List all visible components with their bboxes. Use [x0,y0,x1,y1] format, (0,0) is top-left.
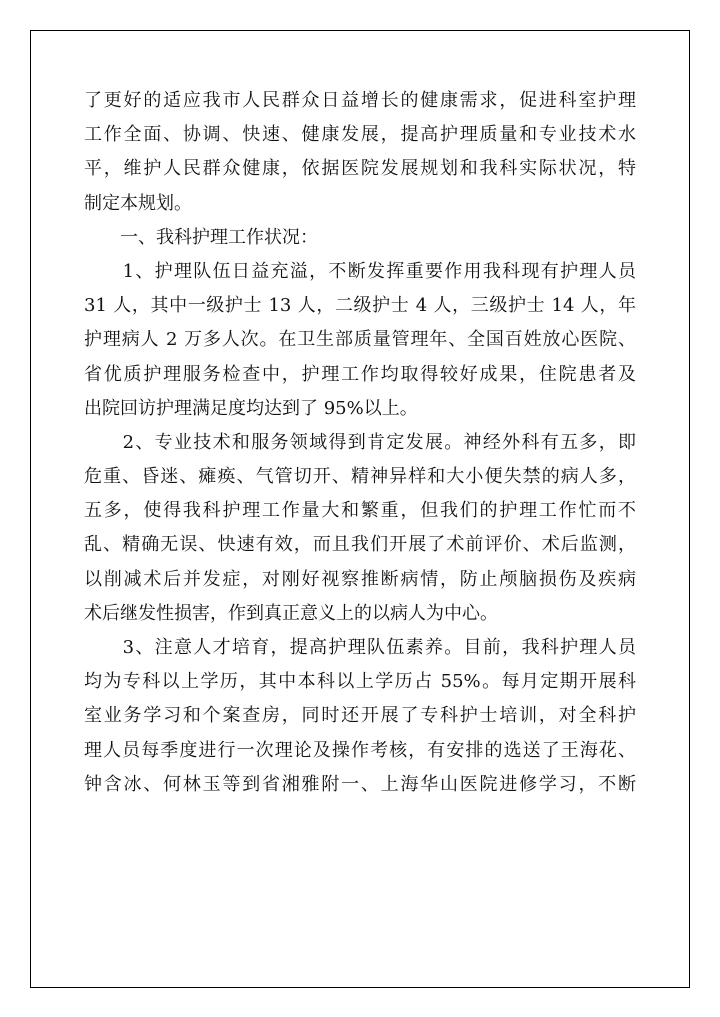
text-line: 2、专业技术和服务领域得到肯定发展。神经外科有五多，即 [84,431,636,453]
heading-line: 一、我科护理工作状况： [84,226,318,248]
text-line: 术后继发性损害，作到真正意义上的以病人为中心。 [84,602,498,624]
text-line: 乱、精确无误、快速有效，而且我们开展了术前评价、术后监测， [84,534,636,556]
text-line: 平，维护人民群众健康，依据医院发展规划和我科实际状况，特 [84,158,636,180]
text-line: 出院回访护理满足度均达到了 95%以上。 [84,397,418,419]
text-line: 以削减术后并发症，对刚好视察推断病情，防止颅脑损伤及疾病 [84,568,636,590]
text-line: 制定本规划。 [84,192,192,214]
text-line: 五多，使得我科护理工作量大和繁重，但我们的护理工作忙而不 [84,500,636,522]
text-line: 31 人，其中一级护士 13 人，二级护士 4 人，三级护士 14 人，年 [84,295,636,317]
text-line: 了更好的适应我市人民群众日益增长的健康需求，促进科室护理 [84,90,636,111]
paragraph-intro [84,84,636,221]
text-line: 室业务学习和个案查房，同时还开展了专科护士培训，对全科护 [84,705,636,727]
text-line: 钟含冰、何林玉等到省湘雅附一、上海华山医院进修学习，不断 [84,773,636,795]
text-line: 危重、昏迷、瘫痪、气管切开、精神异样和大小便失禁的病人多， [84,466,636,488]
paragraph-item-1 [84,255,636,426]
section-heading [84,221,636,255]
text-line: 1、护理队伍日益充溢，不断发挥重要作用我科现有护理人员 [84,260,636,282]
paragraph-item-3 [84,631,636,802]
text-line: 3、注意人才培育，提高护理队伍素养。目前，我科护理人员 [84,637,636,658]
text-line: 均为专科以上学历，其中本科以上学历占 55%。每月定期开展科 [84,671,636,693]
text-line: 护理病人 2 万多人次。在卫生部质量管理年、全国百姓放心医院、 [84,329,636,351]
text-line: 省优质护理服务检查中，护理工作均取得较好成果，住院患者及 [84,363,636,385]
document-body [84,84,636,802]
text-line: 理人员每季度进行一次理论及操作考核，有安排的选送了王海花、 [84,739,636,761]
text-line: 工作全面、协调、快速、健康发展，提高护理质量和专业技术水 [84,124,636,146]
paragraph-item-2 [84,426,636,631]
